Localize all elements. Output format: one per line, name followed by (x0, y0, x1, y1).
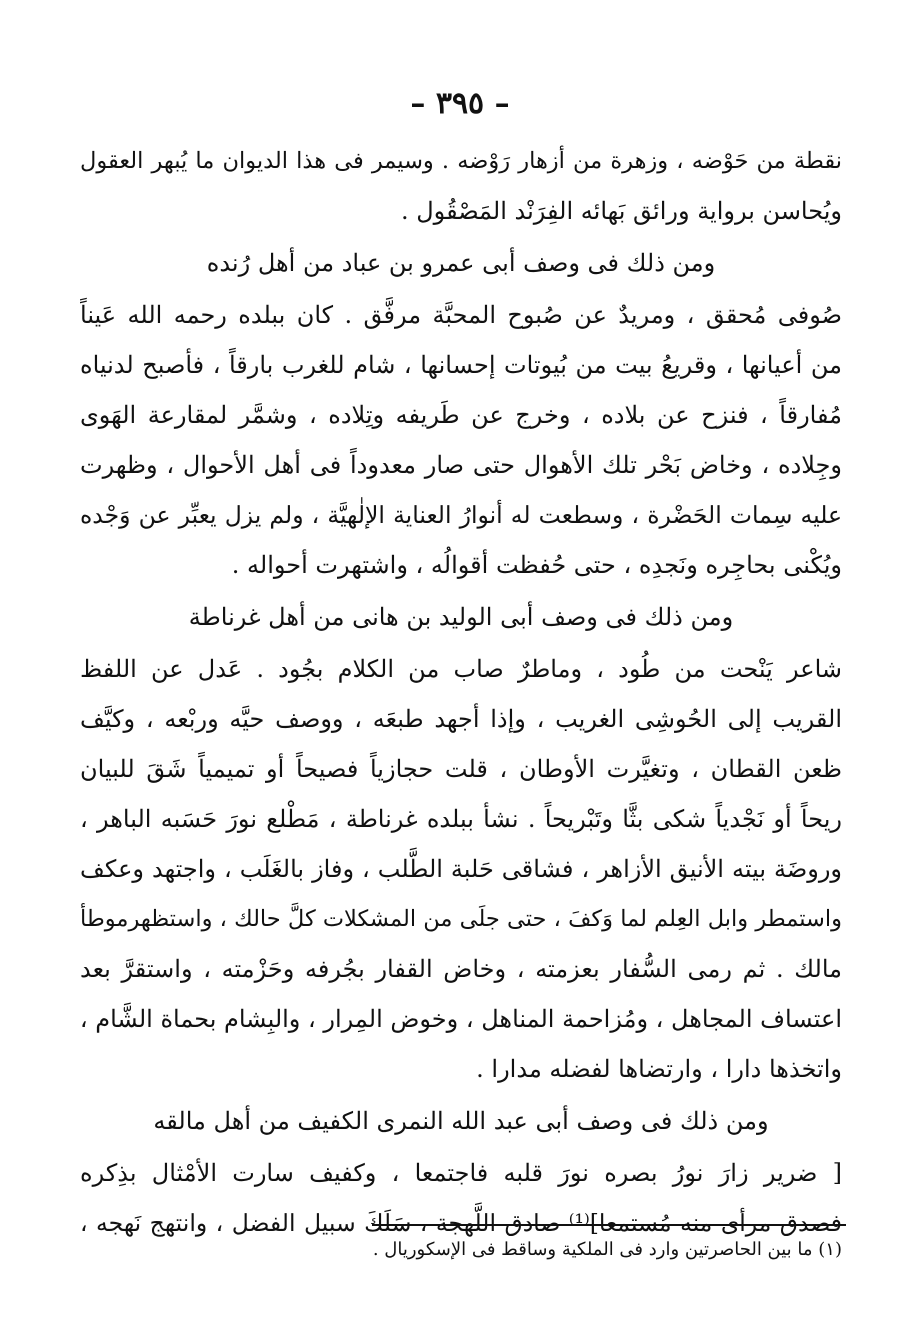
text-line: اعتساف المجاهل ، ومُزاحمة المناهل ، وخوض المِرار ، والبِشام بحماة الشَّام ، (80, 1005, 842, 1033)
footnote-divider (372, 1224, 846, 1226)
text-line: عليه سِمات الحَضْرة ، وسطعت له أنوارُ العناية الإلٰهيَّة ، ولم يزل يعبِّر عن وَجْده (80, 501, 842, 529)
section-heading (80, 236, 842, 290)
text-line: وجِلاده ، وخاض بَحْر تلك الأهوال حتى صار معدوداً فى أهل الأحوال ، وظهرت (80, 451, 842, 479)
heading-text: ومن ذلك فى وصف أبى عمرو بن عباد من أهل رُنده (206, 249, 716, 277)
text-line: فصدق مرأى منه مُستمعا]⁽¹⁾ صادق اللَّهجة ، سَلَكَ سبيل الفضل ، وانتهج نَهجه ، (80, 1209, 842, 1237)
page-number: – ٣٩٥ – (410, 86, 510, 121)
text-line: صُوفى مُحقق ، ومريدٌ عن صُبوح المحبَّة مرفَّق . كان ببلده رحمه الله عَيناً (80, 301, 842, 329)
text-line: مالك . ثم رمى السُّفار بعزمته ، وخاض القفار بجُرفه وحَزْمته ، واستقرَّ بعد (80, 955, 842, 983)
text-line: واتخذها دارا ، وارتضاها لفضله مدارا . (476, 1055, 842, 1083)
text-line: من أعيانها ، وقريعُ بيت من بُيوتات إحسانها ، شام للغرب بارقاً ، فأصبح لدنياه (80, 351, 842, 379)
text-line: ويُكْنى بحاجِره ونَجدِه ، حتى حُفظت أقوالُه ، واشتهرت أحواله . (231, 551, 842, 579)
section-paragraph (80, 290, 842, 590)
text-line: ريحاً أو نَجْدياً شكى بثَّا وتَبْريحاً . نشأ ببلده غرناطة ، مَطْلع نورَ حَسَبه الباهر ، (80, 805, 842, 833)
section-heading (80, 590, 842, 644)
text-line: ويُحاسن برواية ورائق بَهائه الفِرَنْد المَصْقُول . (400, 197, 842, 225)
intro-paragraph (80, 136, 842, 236)
text-line: شاعر يَنْحت من طُود ، وماطرٌ صاب من الكلام بجُود . عَدل عن اللفظ (80, 655, 842, 683)
text-line: وروضَة بيته الأنيق الأزاهر ، فشاقى حَلبة الطَّلب ، وفاز بالغَلَب ، واجتهد وعكف (80, 855, 842, 883)
text-line: نقطة من حَوْضه ، وزهرة من أزهار رَوْضه . وسيمر فى هذا الديوان ما يُبهر العقول (80, 148, 842, 174)
text-line: مُفارقاً ، فنزح عن بلاده ، وخرج عن طَريفه وتِلاده ، وشمَّر لمقارعة الهَوى (80, 401, 842, 429)
section-heading (80, 1094, 842, 1148)
text-line: [ ضرير زارَ نورُ بصره نورَ قلبه فاجتمعا ، وكفيف سارت الأمْثال بذِكره (80, 1159, 842, 1187)
page-body (80, 136, 842, 1248)
text-line: القريب إلى الحُوشِى الغريب ، وإذا أجهد طبعَه ، ووصف حيَّه وربْعه ، وكيَّف (80, 705, 842, 733)
footnote: (١) ما بين الحاصرتين وارد فى الملكية وساقط فى الإسكوريال . (372, 1239, 842, 1260)
text-line: واستمطر وابل العِلم لما وَكفَ ، حتى جلَى من المشكلات كلَّ حالك ، واستظهرموطأ (80, 906, 842, 932)
heading-text: ومن ذلك فى وصف أبى عبد الله النمرى الكفيف من أهل مالقه (153, 1107, 769, 1135)
heading-text: ومن ذلك فى وصف أبى الوليد بن هانى من أهل غرناطة (188, 603, 734, 631)
section-paragraph (80, 644, 842, 1094)
section-paragraph (80, 1148, 842, 1248)
text-line: ظعن القطان ، وتغيَّرت الأوطان ، قلت حجازياً فصيحاً أو تميمياً شَقَ للبيان (80, 755, 842, 783)
